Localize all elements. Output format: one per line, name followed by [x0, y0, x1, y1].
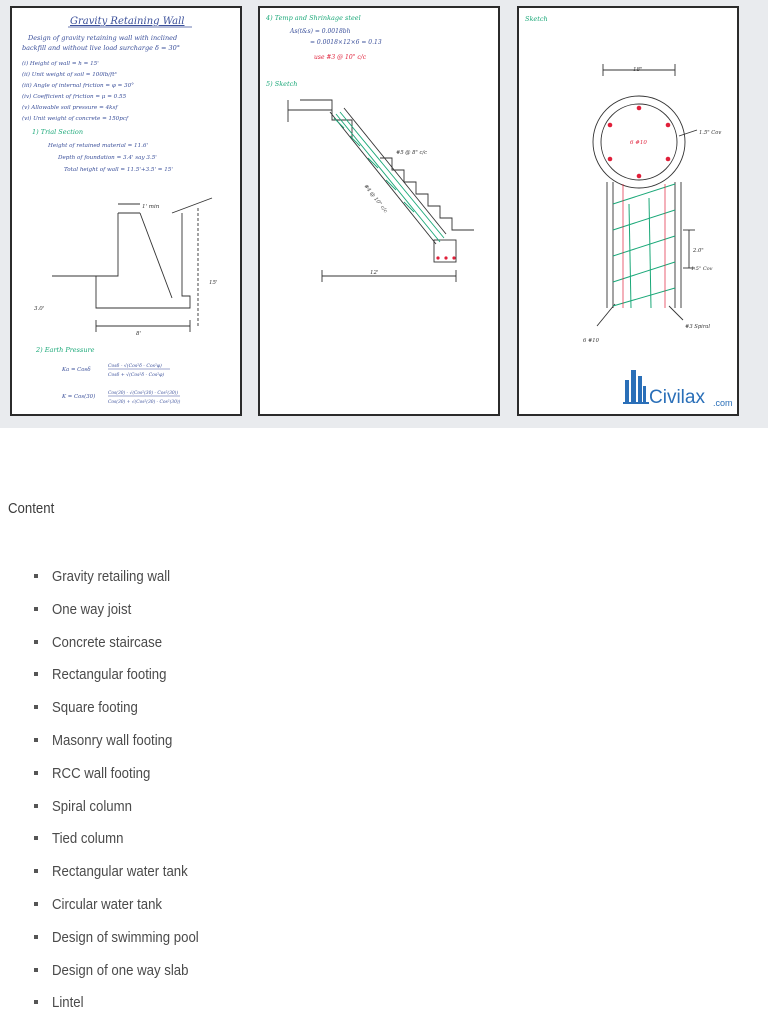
sheet-1-trial-heading: 1) Trial Section	[32, 128, 84, 136]
logo-base	[623, 402, 649, 404]
sheet-1-trial-line: Depth of foundation = 3.4' say 3.5'	[58, 155, 157, 161]
list-item-label: Design of swimming pool	[52, 928, 199, 946]
logo-bar	[643, 386, 646, 404]
bullet-icon	[34, 968, 38, 972]
logo-bar	[625, 380, 629, 404]
bullet-icon	[34, 640, 38, 644]
bullet-icon	[34, 705, 38, 709]
sheet-1-intro-line: Design of gravity retaining wall with inclined	[28, 34, 178, 42]
list-item	[32, 632, 219, 665]
sheet-1-dim-top: 1' min	[142, 204, 160, 210]
sheet-1-intro-line: backfill and without live load surcharge δ = 30°	[22, 44, 181, 52]
bullet-icon	[34, 574, 38, 578]
sheet-3-cover-label: 1.5" Cov	[699, 130, 722, 136]
list-item-label: Circular water tank	[52, 895, 163, 913]
bullet-icon	[34, 902, 38, 906]
sheet-3-cover-label-2: 1.5" Cov	[691, 266, 713, 272]
sheet-3-drawing	[519, 8, 737, 414]
bullet-icon	[34, 1000, 38, 1004]
list-item	[32, 664, 219, 697]
list-item-label: Masonry wall footing	[52, 731, 173, 749]
staircase-rebar	[334, 112, 444, 242]
sheet-1-given: (v) Allowable soil pressure = 4ksf	[22, 105, 118, 111]
list-item-label: Concrete staircase	[52, 633, 163, 651]
sheet-1-given: (vi) Unit weight of concrete = 150pcf	[22, 116, 129, 122]
list-item	[32, 599, 219, 632]
sheet-3-core-label: 6 #10	[630, 140, 647, 146]
sheet-3-pitch-label: 2.0"	[693, 248, 704, 254]
sheet-2-heading: 4) Temp and Shrinkage steel	[266, 14, 361, 22]
list-item	[32, 992, 219, 1024]
list-item	[32, 796, 219, 829]
sheet-1-title: Gravity Retaining Wall	[70, 16, 185, 27]
list-item-label: Square footing	[52, 699, 138, 717]
section-heading: Content	[8, 500, 55, 517]
list-item-label: Rectangular water tank	[52, 863, 188, 881]
bullet-icon	[34, 672, 38, 676]
sheet-2-label-b: #4 @ 10" c/c	[362, 183, 389, 215]
bullet-icon	[34, 738, 38, 742]
sheet-1-dim-base: 8'	[136, 331, 142, 337]
sheet-1-given: (i) Height of wall = h = 15'	[22, 61, 99, 67]
bullet-icon	[34, 771, 38, 775]
sheet-1-given: (ii) Unit weight of soil = 100lb/ft³	[22, 72, 117, 78]
list-item	[32, 960, 219, 993]
sheet-spiral-column	[517, 6, 739, 416]
sheet-1-k-numerator: Cos(30) - √(Cos²(30) - Cos²(30))	[108, 391, 179, 396]
list-item-label: Rectangular footing	[52, 666, 167, 684]
sheet-1-k-denominator: Cos(30) + √(Cos²(30) - Cos²(30))	[108, 400, 181, 405]
sheet-1-dim-height: 15'	[209, 280, 218, 286]
list-item	[32, 861, 219, 894]
list-item	[32, 894, 219, 927]
bullet-icon	[34, 804, 38, 808]
bullet-icon	[34, 607, 38, 611]
sheet-1-k-label: K = Cos(30)	[62, 394, 96, 400]
sheet-3-bars-label: 6 #10	[583, 338, 599, 344]
sheet-1-dim-toe: 3.0'	[34, 306, 45, 312]
staircase-section	[288, 100, 474, 282]
bullet-icon	[34, 869, 38, 873]
sheet-2-line: As(t&s) = 0.0018bh	[290, 28, 351, 35]
sheet-1-trial-line: Height of retained material = 11.6'	[48, 143, 149, 149]
list-item-label: Lintel	[52, 994, 84, 1012]
list-item	[32, 927, 219, 960]
banner-image	[0, 0, 768, 428]
sheet-1-trial-line: Total height of wall = 11.5'+3.5' = 15'	[64, 167, 173, 173]
list-item-label: Design of one way slab	[52, 961, 189, 979]
sheet-1-ka-denominator: Cosδ + √(Cos²δ - Cos²φ)	[108, 373, 165, 378]
sheet-2-result: use #3 @ 10" c/c	[314, 54, 367, 61]
column-plan	[593, 64, 697, 326]
list-item-label: Tied column	[52, 830, 124, 848]
list-item	[32, 730, 219, 763]
sheet-3-spiral-label: #3 Spiral	[685, 324, 711, 330]
sheet-1-drawing	[12, 8, 240, 414]
sheet-2-line: = 0.0018×12×6 = 0.13	[310, 39, 382, 46]
column-spiral	[613, 184, 675, 308]
sheet-1-ka-label: Ka = Cosδ	[62, 367, 91, 373]
sheet-3-dim-width: 18"	[633, 67, 643, 73]
list-item-label: RCC wall footing	[52, 764, 151, 782]
list-item	[32, 566, 219, 599]
logo-bar	[631, 370, 636, 404]
logo-bar	[638, 376, 642, 404]
list-item-label: Spiral column	[52, 797, 132, 815]
logo-suffix: .com	[713, 398, 733, 408]
list-item-label: One way joist	[52, 600, 132, 618]
logo-text: Civilax	[649, 387, 705, 408]
sheet-concrete-staircase	[258, 6, 500, 416]
civilax-logo	[623, 370, 733, 408]
sheet-2-sketch-heading: 5) Sketch	[266, 80, 298, 88]
sheet-3-heading: Sketch	[525, 15, 548, 23]
retaining-wall-section	[52, 198, 212, 332]
list-item-label: Gravity retailing wall	[52, 568, 171, 585]
sheet-1-earth-heading: 2) Earth Pressure	[36, 346, 95, 354]
sheet-1-given: (iv) Coefficient of friction = μ = 0.55	[22, 94, 127, 100]
sheet-2-label-a: #5 @ 8" c/c	[396, 150, 428, 156]
sheet-2-dim-span: 12'	[370, 270, 379, 276]
sheet-1-given: (iii) Angle of internal friction = φ = 30°	[22, 83, 134, 89]
list-item	[32, 763, 219, 796]
staircase-bar-dots	[436, 256, 455, 259]
list-item	[32, 697, 219, 730]
list-item	[32, 828, 219, 861]
sheet-2-drawing	[260, 8, 498, 414]
bullet-icon	[34, 836, 38, 840]
sheet-gravity-retaining-wall	[10, 6, 242, 416]
content-list	[32, 566, 219, 1024]
bullet-icon	[34, 935, 38, 939]
sheet-1-ka-numerator: Cosδ - √(Cos²δ - Cos²φ)	[108, 364, 162, 369]
